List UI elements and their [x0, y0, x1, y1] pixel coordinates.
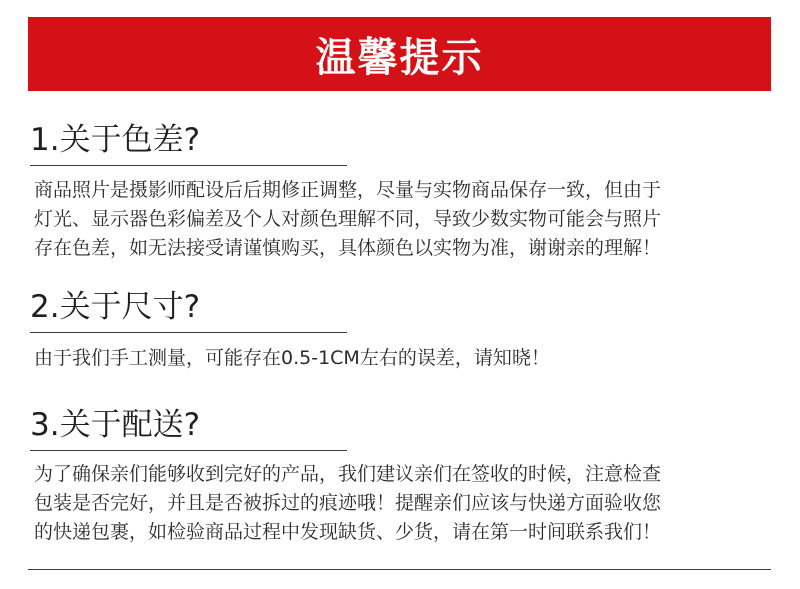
section-body	[34, 344, 754, 373]
section-divider	[30, 332, 347, 333]
banner-title: 温馨提示	[315, 34, 484, 81]
body-line: 包装是否完好，并且是否被拆过的痕迹哦！提醒亲们应该与快递方面验收您	[34, 492, 662, 514]
body-line: 存在色差，如无法接受请谨慎购买，具体颜色以实物为准，谢谢亲的理解！	[34, 237, 662, 259]
header-banner	[28, 17, 771, 91]
body-line: 为了确保亲们能够收到完好的产品，我们建议亲们在签收的时候，注意检查	[34, 463, 662, 485]
section-heading: 2.关于尺寸?	[30, 289, 201, 325]
section-divider	[30, 165, 347, 166]
section-delivery	[30, 406, 750, 556]
section-body	[34, 460, 754, 547]
body-line: 的快递包裹，如检验商品过程中发现缺货、少货，请在第一时间联系我们！	[34, 521, 662, 543]
body-line: 灯光、显示器色彩偏差及个人对颜色理解不同，导致少数实物可能会与照片	[34, 208, 662, 230]
section-body	[34, 176, 754, 263]
section-divider	[30, 450, 347, 451]
section-heading: 3.关于配送?	[30, 407, 201, 443]
section-size	[30, 288, 750, 378]
section-color-difference	[30, 121, 750, 271]
body-line: 商品照片是摄影师配设后后期修正调整，尽量与实物商品保存一致，但由于	[34, 179, 662, 201]
body-line: 由于我们手工测量，可能存在0.5-1CM左右的误差，请知晓！	[34, 347, 550, 369]
section-heading: 1.关于色差?	[30, 122, 201, 158]
bottom-divider	[28, 569, 771, 570]
